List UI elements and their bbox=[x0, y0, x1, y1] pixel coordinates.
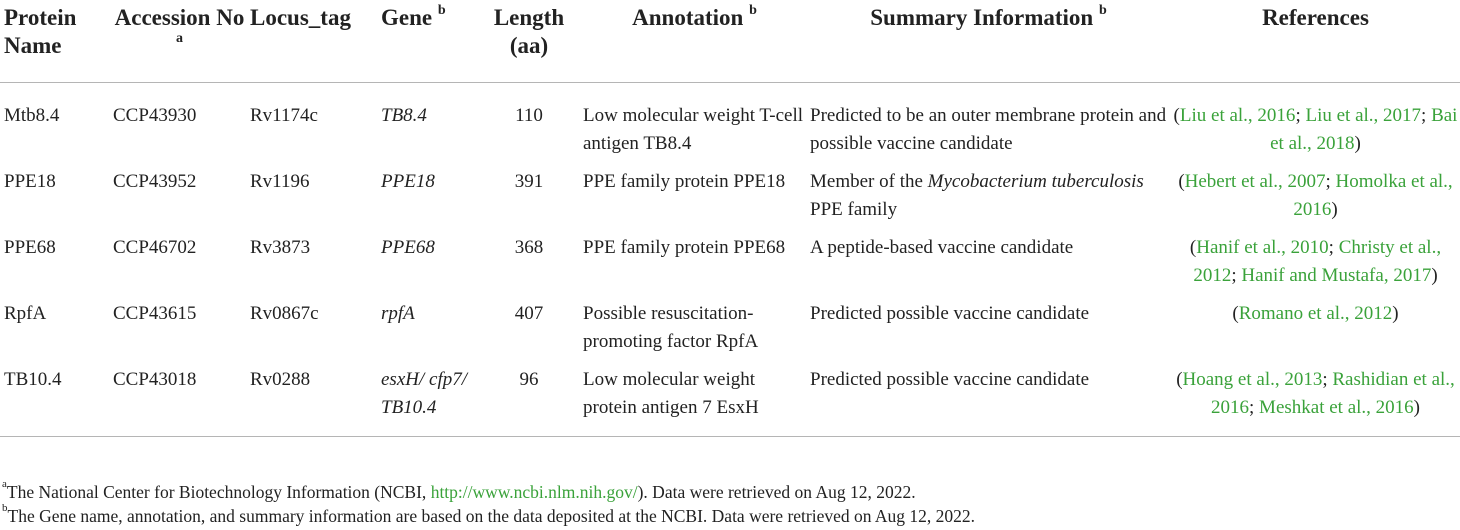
cell-annotation: PPE family protein PPE68 bbox=[583, 237, 786, 258]
table-row bbox=[0, 83, 1460, 169]
cell-length: 407 bbox=[514, 303, 544, 324]
header-locus-tag: Locus_tag bbox=[250, 5, 351, 30]
cell-length: 368 bbox=[514, 237, 544, 258]
footnotes bbox=[0, 480, 1460, 528]
cell-length: 110 bbox=[515, 105, 543, 126]
cell-gene: PPE68 bbox=[381, 237, 435, 258]
table-body bbox=[0, 83, 1460, 437]
cell-accession: CCP43615 bbox=[113, 303, 197, 324]
cell-accession: CCP43930 bbox=[113, 105, 197, 126]
cell-accession: CCP43018 bbox=[113, 369, 197, 390]
cell-summary: Member of the Mycobacterium tuberculosis PPE family bbox=[810, 171, 1144, 220]
table-row bbox=[0, 300, 1460, 366]
cell-protein-name: PPE18 bbox=[4, 171, 56, 192]
cell-summary: A peptide-based vaccine candidate bbox=[810, 237, 1074, 258]
cell-locus-tag: Rv0288 bbox=[250, 369, 311, 390]
footnote-b: $^b$The Gene name, annotation, and summary information are based on the data deposited at the NCBI. Data were retrieved on Aug 12, 2022. bbox=[2, 502, 976, 526]
cell-locus-tag: Rv1174c bbox=[250, 105, 318, 126]
cell-locus-tag: Rv1196 bbox=[250, 171, 310, 192]
cell-gene: rpfA bbox=[381, 303, 415, 324]
reference-link[interactable]: Bai et al., 2018 bbox=[1270, 105, 1458, 154]
cell-length: 391 bbox=[514, 171, 544, 192]
reference-link[interactable]: Christy et al., 2012 bbox=[1193, 237, 1442, 286]
header-protein-name: Protein Name bbox=[4, 5, 77, 58]
cell-protein-name: TB10.4 bbox=[4, 369, 62, 390]
reference-link[interactable]: Hanif et al., 2010 bbox=[1196, 237, 1329, 258]
reference-link[interactable]: Meshkat et al., 2016 bbox=[1259, 397, 1414, 418]
header-length: Length (aa) bbox=[493, 5, 565, 58]
cell-summary: Predicted possible vaccine candidate bbox=[810, 303, 1090, 324]
cell-annotation: Possible resuscitation-promoting factor RpfA bbox=[583, 303, 759, 352]
cell-protein-name: RpfA bbox=[4, 303, 47, 324]
cell-accession: CCP46702 bbox=[113, 237, 197, 258]
header-references: References bbox=[1262, 5, 1369, 30]
footnote-a: $^a$The National Center for Biotechnology Information (NCBI, http://www.ncbi.nlm.nih.gov/). Data were retrieved on Aug 12, 2022. bbox=[2, 478, 916, 502]
header-accession: Accession No $^a$ bbox=[114, 5, 245, 47]
cell-references: (Liu et al., 2016; Liu et al., 2017; Bai et al., 2018) bbox=[1173, 105, 1458, 154]
cell-protein-name: PPE68 bbox=[4, 237, 56, 258]
table-row bbox=[0, 366, 1460, 437]
cell-gene: esxH/ cfp7/ TB10.4 bbox=[381, 369, 468, 418]
reference-link[interactable]: Hanif and Mustafa, 2017 bbox=[1241, 265, 1432, 286]
cell-gene: PPE18 bbox=[381, 171, 435, 192]
table-row bbox=[0, 168, 1460, 234]
ncbi-link[interactable]: http://www.ncbi.nlm.nih.gov/ bbox=[430, 482, 638, 502]
header-summary: Summary Information $^b$ bbox=[870, 3, 1107, 30]
header-row bbox=[0, 0, 1460, 83]
cell-locus-tag: Rv3873 bbox=[250, 237, 311, 258]
header-annotation: Annotation $^b$ bbox=[632, 3, 757, 30]
reference-link[interactable]: Homolka et al., 2016 bbox=[1293, 171, 1453, 220]
reference-link[interactable]: Hoang et al., 2013 bbox=[1182, 369, 1323, 390]
cell-references: (Romano et al., 2012) bbox=[1232, 303, 1399, 324]
cell-locus-tag: Rv0867c bbox=[250, 303, 319, 324]
reference-link[interactable]: Hebert et al., 2007 bbox=[1184, 171, 1326, 192]
cell-length: 96 bbox=[519, 369, 539, 390]
cell-references: (Hanif et al., 2010; Christy et al., 2012; Hanif and Mustafa, 2017) bbox=[1189, 237, 1442, 286]
reference-link[interactable]: Liu et al., 2017 bbox=[1305, 105, 1422, 126]
cell-accession: CCP43952 bbox=[113, 171, 197, 192]
cell-gene: TB8.4 bbox=[381, 105, 427, 126]
cell-references: (Hoang et al., 2013; Rashidian et al., 2016; Meshkat et al., 2016) bbox=[1176, 369, 1455, 418]
cell-protein-name: Mtb8.4 bbox=[4, 105, 60, 126]
header-gene: Gene $^b$ bbox=[381, 3, 446, 30]
cell-annotation: PPE family protein PPE18 bbox=[583, 171, 786, 192]
cell-references: (Hebert et al., 2007; Homolka et al., 2016) bbox=[1178, 171, 1453, 220]
reference-link[interactable]: Liu et al., 2016 bbox=[1179, 105, 1296, 126]
reference-link[interactable]: Romano et al., 2012 bbox=[1238, 303, 1393, 324]
table-row bbox=[0, 234, 1460, 300]
cell-summary: Predicted to be an outer membrane protein and possible vaccine candidate bbox=[810, 105, 1167, 154]
cell-annotation: Low molecular weight T-cell antigen TB8.4 bbox=[583, 105, 804, 154]
cell-annotation: Low molecular weight protein antigen 7 EsxH bbox=[583, 369, 759, 418]
reference-link[interactable]: Rashidian et al., 2016 bbox=[1211, 369, 1455, 418]
cell-summary: Predicted possible vaccine candidate bbox=[810, 369, 1090, 390]
